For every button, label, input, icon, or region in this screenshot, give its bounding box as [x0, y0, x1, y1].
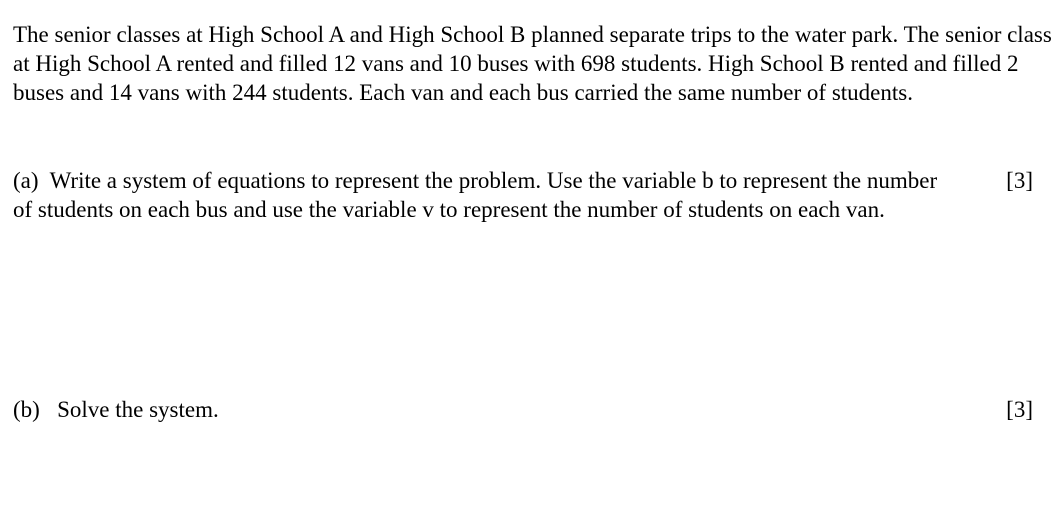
problem-statement: The senior classes at High School A and High School B planned separate trips to the water park. The senior class at High School A rented and filled 12 vans and 10 buses with 698 students. High School B rented and filled 2 buses and 14 vans with 244 students. Each van and each bus carried the same number of students. — [13, 22, 1052, 105]
question-a — [13, 166, 1033, 224]
question-a-label: (a) — [13, 168, 39, 193]
question-b — [13, 395, 1033, 424]
question-b-marks: [3] — [1006, 397, 1033, 422]
question-b-label: (b) — [13, 397, 40, 422]
question-b-text — [13, 395, 1033, 424]
question-b-prompt: Solve the system. — [57, 397, 219, 422]
question-a-marks: [3] — [1006, 168, 1033, 193]
question-a-text — [13, 166, 948, 224]
question-a-prompt: Write a system of equations to represent the problem. Use the variable b to represent the number of students on each bus and use the variable v to represent the number of students on each van. — [13, 168, 938, 222]
